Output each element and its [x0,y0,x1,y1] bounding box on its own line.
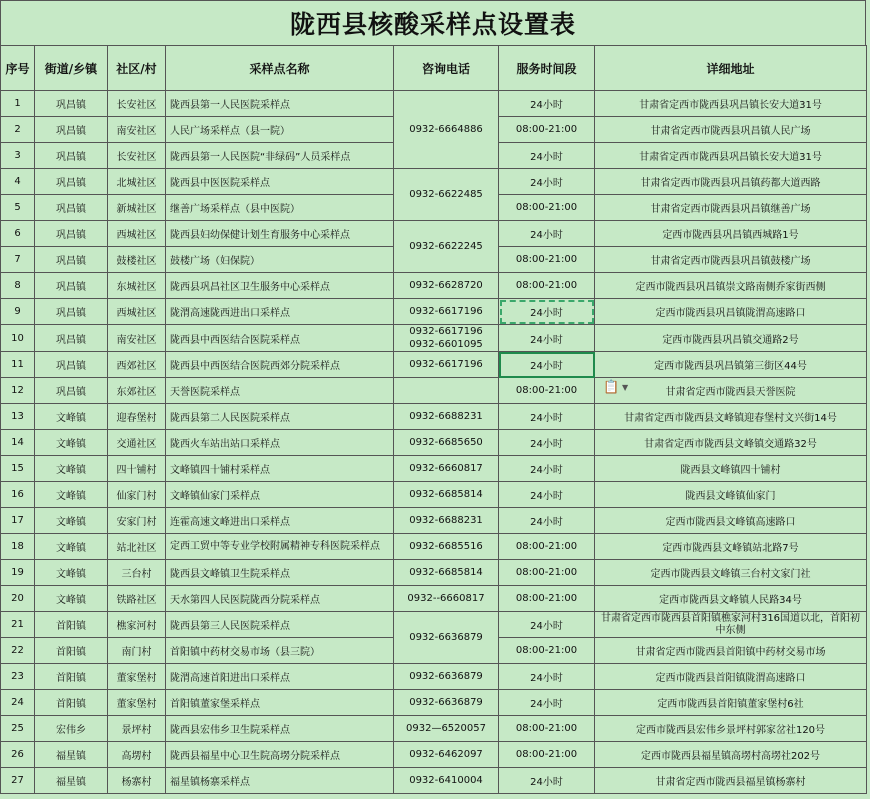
col-header-index[interactable]: 序号 [1,46,35,91]
cell[interactable]: 景坪村 [108,716,166,742]
cell[interactable]: 西郊社区 [108,352,166,378]
cell[interactable]: 天水第四人民医院陇西分院采样点 [166,586,394,612]
cell[interactable]: 陇渭高速陇西进出口采样点 [166,299,394,325]
cell[interactable]: 08:00-21:00 [499,586,595,612]
cell[interactable]: 巩昌镇 [35,299,108,325]
cell[interactable]: 27 [1,768,35,794]
cell[interactable]: 0932-6617196 [394,352,499,378]
cell[interactable]: 0932-6410004 [394,768,499,794]
cell[interactable]: 定西市陇西县巩昌镇西城路1号 [595,221,867,247]
cell[interactable]: 定西市陇西县巩昌镇第三街区44号 [595,352,867,378]
cell[interactable]: 定西市陇西县福星镇高塄村高塄社202号 [595,742,867,768]
cell[interactable]: 24小时 [499,664,595,690]
cell[interactable]: 天誉医院采样点 [166,378,394,404]
cell[interactable]: 24小时 [499,91,595,117]
cell[interactable]: 24 [1,690,35,716]
cell[interactable]: 甘肃省定西市陇西县首阳镇中药材交易市场 [595,638,867,664]
cell[interactable]: 文峰镇仙家门采样点 [166,482,394,508]
cell[interactable]: 0932-6636879 [394,690,499,716]
cell[interactable]: 文峰镇 [35,404,108,430]
cell[interactable]: 董家堡村 [108,664,166,690]
cell[interactable]: 15 [1,456,35,482]
cell[interactable]: 甘肃省定西市陇西县巩昌镇长安大道31号 [595,143,867,169]
cell[interactable]: 0932-6685814 [394,560,499,586]
cell[interactable]: 陇西县妇幼保健计划生育服务中心采样点 [166,221,394,247]
cell[interactable]: 定西市陇西县文峰镇高速路口 [595,508,867,534]
cell[interactable]: 4 [1,169,35,195]
col-header-town[interactable]: 街道/乡镇 [35,46,108,91]
cell[interactable]: 定西市陇西县宏伟乡景坪村郭家岔社120号 [595,716,867,742]
cell[interactable]: 巩昌镇 [35,195,108,221]
table-row [1,352,867,378]
cell[interactable]: 首阳镇 [35,638,108,664]
table-row [1,91,867,117]
cell-phone-merged[interactable]: 0932-6622485 [394,169,499,221]
cell[interactable]: 24小时 [499,456,595,482]
cell[interactable]: 文峰镇 [35,482,108,508]
table-row [1,456,867,482]
cell[interactable]: 陇西县巩昌社区卫生服务中心采样点 [166,273,394,299]
cell[interactable]: 定西工贸中等专业学校附属精神专科医院采样点 [166,534,394,560]
cell-phone-two-lines[interactable] [394,325,499,352]
cell[interactable]: 交通社区 [108,430,166,456]
cell[interactable]: 文峰镇 [35,534,108,560]
cell[interactable]: 文峰镇 [35,456,108,482]
cell[interactable]: 13 [1,404,35,430]
cell[interactable]: 定西市陇西县文峰镇站北路7号 [595,534,867,560]
table-row [1,664,867,690]
cell[interactable]: 甘肃省定西市陇西县巩昌镇继善广场 [595,195,867,221]
table-row [1,378,867,404]
cell[interactable]: 08:00-21:00 [499,560,595,586]
cell[interactable]: 董家堡村 [108,690,166,716]
cell[interactable]: 08:00-21:00 [499,534,595,560]
cell[interactable]: 人民广场采样点（县一院） [166,117,394,143]
cell[interactable]: 甘肃省定西市陇西县首阳镇樵家河村316国道以北，首阳初中东侧 [595,612,867,638]
table-row [1,430,867,456]
cell[interactable]: 定西市陇西县首阳镇董家堡村6社 [595,690,867,716]
cell[interactable]: 08:00-21:00 [499,716,595,742]
cell[interactable]: 文峰镇 [35,508,108,534]
cell[interactable]: 东城社区 [108,273,166,299]
cell[interactable]: 甘肃省定西市陇西县文峰镇迎春堡村文兴街14号 [595,404,867,430]
cell[interactable]: 7 [1,247,35,273]
table-row [1,716,867,742]
cell[interactable]: 3 [1,143,35,169]
cell[interactable]: 08:00-21:00 [499,742,595,768]
cell[interactable]: 福星镇 [35,768,108,794]
cell[interactable]: 陇西县第一人民医院“非绿码”人员采样点 [166,143,394,169]
cell[interactable]: 0932-6660817 [394,456,499,482]
cell[interactable]: 文峰镇 [35,586,108,612]
table-row [1,299,867,325]
cell[interactable]: 26 [1,742,35,768]
cell[interactable]: 陇西县福星中心卫生院高塄分院采样点 [166,742,394,768]
cell[interactable]: 文峰镇 [35,560,108,586]
cell[interactable]: 16 [1,482,35,508]
cell[interactable]: 0932-6462097 [394,742,499,768]
cell[interactable] [394,378,499,404]
cell[interactable]: 巩昌镇 [35,352,108,378]
cell[interactable]: 甘肃省定西市陇西县天誉医院 [595,378,867,404]
cell[interactable]: 08:00-21:00 [499,638,595,664]
cell[interactable]: 甘肃省定西市陇西县巩昌镇长安大道31号 [595,91,867,117]
cell[interactable]: 定西市陇西县巩昌镇崇文路南侧乔家街西侧 [595,273,867,299]
cell[interactable]: 陇西县宏伟乡卫生院采样点 [166,716,394,742]
cell[interactable]: 首阳镇 [35,612,108,638]
cell[interactable]: 甘肃省定西市陇西县巩昌镇药都大道西路 [595,169,867,195]
cell[interactable]: 24小时 [499,143,595,169]
cell[interactable]: 23 [1,664,35,690]
table-row [1,273,867,299]
cell[interactable]: 25 [1,716,35,742]
col-header-site-name[interactable]: 采样点名称 [166,46,394,91]
cell[interactable]: 8 [1,273,35,299]
cell[interactable]: 18 [1,534,35,560]
cell[interactable]: 14 [1,430,35,456]
cell[interactable]: 巩昌镇 [35,325,108,352]
cell[interactable]: 巩昌镇 [35,117,108,143]
cell[interactable]: 福星镇 [35,742,108,768]
table-row [1,534,867,560]
cell[interactable]: 1 [1,91,35,117]
sampling-sites-table [0,45,867,794]
cell[interactable]: 陇西县第二人民医院采样点 [166,404,394,430]
table-row [1,325,867,352]
cell[interactable]: 福星镇杨寨采样点 [166,768,394,794]
cell[interactable]: 东郊社区 [108,378,166,404]
cell[interactable]: 24小时 [499,768,595,794]
cell[interactable]: 22 [1,638,35,664]
cell[interactable]: 连霍高速文峰进出口采样点 [166,508,394,534]
cell[interactable]: 南门村 [108,638,166,664]
table-row [1,742,867,768]
cell[interactable]: 24小时 [499,221,595,247]
cell[interactable]: 陇西县文峰镇卫生院采样点 [166,560,394,586]
cell[interactable]: 长安社区 [108,91,166,117]
cell[interactable]: 新城社区 [108,195,166,221]
cell[interactable]: 甘肃省定西市陇西县文峰镇交通路32号 [595,430,867,456]
sheet-title[interactable]: 陇西县核酸采样点设置表 [0,0,866,45]
cell[interactable]: 0932-6628720 [394,273,499,299]
cell[interactable]: 0932—6520057 [394,716,499,742]
cell[interactable]: 陇西县文峰镇四十铺村 [595,456,867,482]
cell[interactable]: 樵家河村 [108,612,166,638]
table-row [1,169,867,195]
phone-line: 0932-6601095 [409,339,483,350]
cell[interactable]: 仙家门村 [108,482,166,508]
cell[interactable]: 安家门村 [108,508,166,534]
cell[interactable]: 21 [1,612,35,638]
cell[interactable]: 鼓楼社区 [108,247,166,273]
cell[interactable]: 西城社区 [108,299,166,325]
cell[interactable]: 0932-6688231 [394,508,499,534]
cell[interactable]: 站北社区 [108,534,166,560]
cell[interactable]: 南安社区 [108,325,166,352]
table-row [1,768,867,794]
cell[interactable]: 定西市陇西县文峰镇三台村文家门社 [595,560,867,586]
cell[interactable]: 陇西县第三人民医院采样点 [166,612,394,638]
cell[interactable]: 24小时 [499,508,595,534]
table-row [1,586,867,612]
col-header-community[interactable]: 社区/村 [108,46,166,91]
cell[interactable]: 0932--6660817 [394,586,499,612]
cell[interactable]: 24小时 [499,169,595,195]
cell-phone-merged[interactable]: 0932-6636879 [394,612,499,664]
cell[interactable]: 南安社区 [108,117,166,143]
cell[interactable]: 陇西县第一人民医院采样点 [166,91,394,117]
table-row [1,690,867,716]
cell[interactable]: 文峰镇 [35,430,108,456]
cell[interactable]: 巩昌镇 [35,247,108,273]
cell[interactable]: 0932-6685650 [394,430,499,456]
cell[interactable]: 08:00-21:00 [499,378,595,404]
cell[interactable]: 11 [1,352,35,378]
cell[interactable]: 首阳镇 [35,690,108,716]
cell[interactable]: 巩昌镇 [35,273,108,299]
cell[interactable]: 19 [1,560,35,586]
cell[interactable]: 定西市陇西县巩昌镇交通路2号 [595,325,867,352]
cell[interactable]: 6 [1,221,35,247]
cell-phone-merged[interactable]: 0932-6622245 [394,221,499,273]
cell[interactable]: 首阳镇 [35,664,108,690]
cell-phone-merged[interactable]: 0932-6664886 [394,91,499,169]
cell[interactable]: 08:00-21:00 [499,273,595,299]
cell[interactable]: 陇渭高速首阳进出口采样点 [166,664,394,690]
cell[interactable]: 0932-6685814 [394,482,499,508]
chevron-down-icon[interactable]: ▼ [622,383,629,392]
table-row [1,221,867,247]
cell[interactable]: 定西市陇西县文峰镇人民路34号 [595,586,867,612]
phone-line: 0932-6617196 [409,326,483,337]
cell[interactable]: 9 [1,299,35,325]
cell[interactable]: 甘肃省定西市陇西县巩昌镇人民广场 [595,117,867,143]
cell[interactable]: 三台村 [108,560,166,586]
cell[interactable]: 铁路社区 [108,586,166,612]
cell[interactable]: 甘肃省定西市陇西县福星镇杨寨村 [595,768,867,794]
cell[interactable]: 2 [1,117,35,143]
cell[interactable]: 24小时 [499,612,595,638]
cell[interactable]: 首阳镇中药材交易市场（县三院） [166,638,394,664]
table-row [1,482,867,508]
cell[interactable]: 西城社区 [108,221,166,247]
cell[interactable]: 宏伟乡 [35,716,108,742]
cell[interactable]: 文峰镇四十铺村采样点 [166,456,394,482]
cell[interactable]: 陇西火车站出站口采样点 [166,430,394,456]
cell[interactable]: 鼓楼广场（妇保院） [166,247,394,273]
cell[interactable]: 0932-6685516 [394,534,499,560]
table-row [1,508,867,534]
cell[interactable]: 24小时 [499,325,595,352]
cell[interactable]: 24小时 [499,482,595,508]
cell[interactable]: 24小时 [499,430,595,456]
cell[interactable]: 陇西县中西医结合医院西郊分院采样点 [166,352,394,378]
cell-active-selection[interactable]: 24小时 [499,352,595,378]
cell[interactable]: 陇西县中西医结合医院采样点 [166,325,394,352]
cell[interactable]: 0932-6617196 [394,299,499,325]
cell[interactable]: 四十铺村 [108,456,166,482]
cell[interactable]: 12 [1,378,35,404]
cell[interactable]: 10 [1,325,35,352]
cell[interactable]: 巩昌镇 [35,378,108,404]
cell[interactable]: 陇西县文峰镇仙家门 [595,482,867,508]
cell[interactable]: 定西市陇西县首阳镇陇渭高速路口 [595,664,867,690]
cell[interactable]: 24小时 [499,404,595,430]
cell[interactable]: 定西市陇西县巩昌镇陇渭高速路口 [595,299,867,325]
cell[interactable]: 08:00-21:00 [499,247,595,273]
col-header-phone[interactable]: 咨询电话 [394,46,499,91]
cell[interactable]: 杨寨村 [108,768,166,794]
cell[interactable]: 巩昌镇 [35,221,108,247]
table-row [1,612,867,638]
cell[interactable]: 巩昌镇 [35,169,108,195]
cell[interactable]: 巩昌镇 [35,143,108,169]
cell[interactable]: 17 [1,508,35,534]
cell[interactable]: 24小时 [499,690,595,716]
cell[interactable]: 首阳镇董家堡采样点 [166,690,394,716]
cell[interactable]: 0932-6688231 [394,404,499,430]
cell[interactable]: 北城社区 [108,169,166,195]
cell[interactable]: 巩昌镇 [35,91,108,117]
cell[interactable]: 0932-6636879 [394,664,499,690]
cell[interactable]: 陇西县中医医院采样点 [166,169,394,195]
cell[interactable]: 08:00-21:00 [499,195,595,221]
cell-copied-range[interactable]: 24小时 [499,299,595,325]
cell[interactable]: 20 [1,586,35,612]
header-row [1,46,867,91]
cell[interactable]: 继善广场采样点（县中医院） [166,195,394,221]
table-row [1,404,867,430]
cell[interactable]: 长安社区 [108,143,166,169]
cell[interactable]: 5 [1,195,35,221]
cell[interactable]: 08:00-21:00 [499,117,595,143]
col-header-service-hours[interactable]: 服务时间段 [499,46,595,91]
cell[interactable]: 迎春堡村 [108,404,166,430]
cell[interactable]: 甘肃省定西市陇西县巩昌镇鼓楼广场 [595,247,867,273]
paste-options-icon[interactable]: 📋 [603,380,620,395]
col-header-address[interactable]: 详细地址 [595,46,867,91]
cell[interactable]: 高塄村 [108,742,166,768]
table-row [1,560,867,586]
